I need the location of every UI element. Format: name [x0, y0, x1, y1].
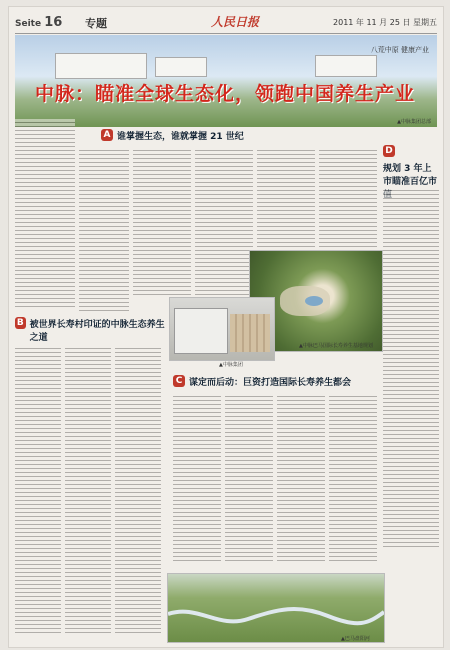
article-text-column [173, 393, 221, 563]
newspaper-page [8, 6, 444, 648]
article-text-column [225, 393, 273, 563]
article-text-column [195, 147, 253, 297]
section-a-heading [101, 129, 361, 142]
section-d-title: 规划 3 年上市瞄准百亿市 [383, 164, 438, 187]
river-photo [167, 573, 385, 643]
article-text-column [257, 147, 315, 247]
section-a-title: 谁掌握生态，谁就掌握 21 世纪 [117, 132, 244, 142]
article-text-column [115, 345, 161, 635]
article-text-column [15, 119, 75, 309]
building-photo-caption: ▲中脉集团 [219, 362, 243, 368]
main-headline: 中脉：瞄准全球生态化，领跑中国养生产业 [35, 83, 416, 105]
article-text-column [79, 147, 129, 312]
section-c-title: 谋定而后动：巨资打造国际长寿养生都会 [189, 378, 352, 388]
section-b-heading [15, 317, 165, 343]
page-header [15, 13, 437, 34]
section-c-heading [173, 375, 383, 388]
river-photo-caption: ▲巴马盘阳河 [341, 636, 370, 642]
section-name: 专题 [85, 17, 107, 30]
banner-caption: ▲中脉集团总部 [397, 119, 431, 125]
section-b-badge: B [16, 318, 24, 328]
section-d-badge: D [383, 145, 395, 157]
page-number: Seite 16 [15, 15, 63, 30]
article-text-column [383, 187, 439, 547]
resort-photo-caption: ▲中脉巴马国际长寿养生基地规划 [299, 343, 373, 349]
issue-date: 2011 年 11 月 25 日 星期五 [333, 18, 437, 27]
article-text-column [277, 393, 325, 563]
article-text-column [329, 393, 377, 563]
section-c-badge: C [173, 375, 185, 387]
banner-slogan: 八荒中原 健康产业 [370, 46, 429, 54]
section-a-badge: A [101, 129, 113, 141]
section-b-title: 被世界长寿村印证的中脉生态养生之道 [29, 320, 165, 343]
article-text-column [319, 147, 377, 247]
banner-photo [15, 35, 437, 127]
article-text-column [133, 147, 191, 297]
building-photo [169, 297, 275, 361]
article-text-column [15, 345, 61, 635]
article-text-column [65, 345, 111, 635]
newspaper-logo: 人民日报 [211, 15, 260, 29]
